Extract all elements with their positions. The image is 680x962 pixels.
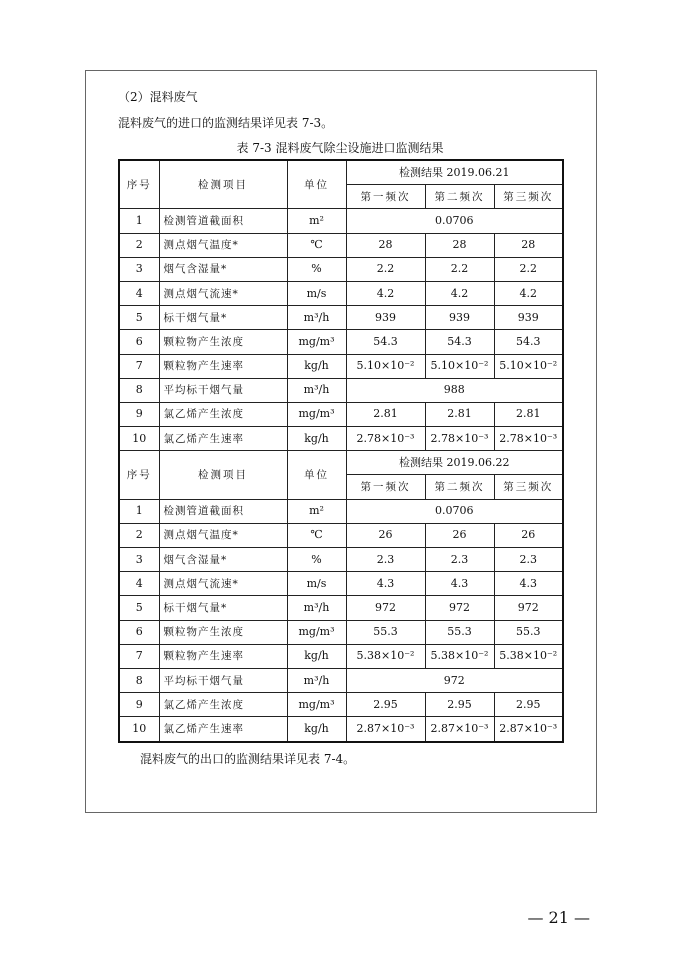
row-value-1: 2.81 xyxy=(346,402,425,426)
row-item: 氯乙烯产生速率 xyxy=(159,717,287,742)
row-value-2: 54.3 xyxy=(425,330,494,354)
row-unit: mg/m³ xyxy=(287,402,346,426)
row-value-1: 54.3 xyxy=(346,330,425,354)
header-freq-3: 第三频次 xyxy=(494,185,563,209)
row-item: 颗粒物产生速率 xyxy=(159,354,287,378)
row-value-1: 2.78×10⁻³ xyxy=(346,427,425,451)
row-value-2: 2.2 xyxy=(425,257,494,281)
row-value-2: 55.3 xyxy=(425,620,494,644)
row-number: 2 xyxy=(119,523,159,547)
row-value-2: 28 xyxy=(425,233,494,257)
row-item: 平均标干烟气量 xyxy=(159,378,287,402)
table-row xyxy=(119,717,563,742)
row-unit: mg/m³ xyxy=(287,330,346,354)
row-merged-value: 0.0706 xyxy=(346,499,563,523)
row-number: 4 xyxy=(119,281,159,305)
row-value-2: 2.81 xyxy=(425,402,494,426)
table-caption: 表 7-3 混料废气除尘设施进口监测结果 xyxy=(236,141,444,155)
table-row xyxy=(119,281,563,305)
row-number: 2 xyxy=(119,233,159,257)
section-heading: （2）混料废气 xyxy=(118,90,198,104)
table-row xyxy=(119,427,563,451)
table-row xyxy=(119,209,563,233)
row-value-3: 939 xyxy=(494,306,563,330)
table-row xyxy=(119,523,563,547)
row-value-1: 972 xyxy=(346,596,425,620)
row-item: 平均标干烟气量 xyxy=(159,668,287,692)
row-unit: m³/h xyxy=(287,306,346,330)
header-freq-3: 第三频次 xyxy=(494,475,563,499)
header-item: 检测项目 xyxy=(159,160,287,209)
row-number: 10 xyxy=(119,717,159,742)
outro-paragraph: 混料废气的出口的监测结果详见表 7-4。 xyxy=(140,752,356,766)
table-row xyxy=(119,306,563,330)
row-value-2: 2.87×10⁻³ xyxy=(425,717,494,742)
monitoring-results-table xyxy=(118,159,564,743)
row-value-1: 939 xyxy=(346,306,425,330)
row-item: 检测管道截面积 xyxy=(159,209,287,233)
row-value-2: 2.3 xyxy=(425,548,494,572)
header-seq: 序号 xyxy=(119,160,159,209)
table-header-row xyxy=(119,160,563,185)
table-row xyxy=(119,693,563,717)
row-unit: m³/h xyxy=(287,378,346,402)
table-row xyxy=(119,499,563,523)
row-number: 4 xyxy=(119,572,159,596)
row-number: 5 xyxy=(119,306,159,330)
row-number: 10 xyxy=(119,427,159,451)
header-freq-2: 第二频次 xyxy=(425,185,494,209)
row-number: 9 xyxy=(119,693,159,717)
row-number: 1 xyxy=(119,209,159,233)
row-unit: m³/h xyxy=(287,596,346,620)
row-value-2: 4.2 xyxy=(425,281,494,305)
table-row xyxy=(119,354,563,378)
header-item: 检测项目 xyxy=(159,451,287,499)
row-item: 颗粒物产生浓度 xyxy=(159,620,287,644)
row-value-3: 26 xyxy=(494,523,563,547)
row-value-1: 2.3 xyxy=(346,548,425,572)
table-row xyxy=(119,257,563,281)
header-unit: 单位 xyxy=(287,451,346,499)
row-value-2: 2.78×10⁻³ xyxy=(425,427,494,451)
row-value-1: 5.38×10⁻² xyxy=(346,644,425,668)
header-freq-2: 第二频次 xyxy=(425,475,494,499)
row-value-3: 5.38×10⁻² xyxy=(494,644,563,668)
row-value-3: 4.3 xyxy=(494,572,563,596)
row-value-1: 4.3 xyxy=(346,572,425,596)
header-result-date: 检测结果 2019.06.22 xyxy=(346,451,563,475)
header-unit: 单位 xyxy=(287,160,346,209)
row-value-2: 5.38×10⁻² xyxy=(425,644,494,668)
row-item: 测点烟气温度* xyxy=(159,523,287,547)
row-unit: m² xyxy=(287,209,346,233)
header-freq-1: 第一频次 xyxy=(346,475,425,499)
row-item: 检测管道截面积 xyxy=(159,499,287,523)
row-number: 3 xyxy=(119,548,159,572)
row-value-3: 2.78×10⁻³ xyxy=(494,427,563,451)
row-number: 1 xyxy=(119,499,159,523)
row-value-3: 4.2 xyxy=(494,281,563,305)
row-value-1: 28 xyxy=(346,233,425,257)
row-value-2: 4.3 xyxy=(425,572,494,596)
row-number: 8 xyxy=(119,668,159,692)
table-row xyxy=(119,378,563,402)
row-item: 测点烟气温度* xyxy=(159,233,287,257)
row-number: 8 xyxy=(119,378,159,402)
row-value-3: 54.3 xyxy=(494,330,563,354)
row-unit: kg/h xyxy=(287,644,346,668)
page-number: — 21 — xyxy=(527,908,590,927)
header-freq-1: 第一频次 xyxy=(346,185,425,209)
row-merged-value: 0.0706 xyxy=(346,209,563,233)
row-unit: ℃ xyxy=(287,233,346,257)
table-row xyxy=(119,668,563,692)
row-value-1: 26 xyxy=(346,523,425,547)
row-number: 6 xyxy=(119,330,159,354)
row-item: 测点烟气流速* xyxy=(159,572,287,596)
row-item: 标干烟气量* xyxy=(159,596,287,620)
row-unit: m/s xyxy=(287,572,346,596)
row-unit: m³/h xyxy=(287,668,346,692)
row-value-1: 55.3 xyxy=(346,620,425,644)
intro-paragraph: 混料废气的进口的监测结果详见表 7-3。 xyxy=(118,116,334,130)
table-row xyxy=(119,330,563,354)
row-value-2: 2.95 xyxy=(425,693,494,717)
row-item: 颗粒物产生浓度 xyxy=(159,330,287,354)
row-value-2: 939 xyxy=(425,306,494,330)
row-item: 烟气含湿量* xyxy=(159,548,287,572)
table-row xyxy=(119,620,563,644)
row-merged-value: 988 xyxy=(346,378,563,402)
row-unit: kg/h xyxy=(287,354,346,378)
row-item: 颗粒物产生速率 xyxy=(159,644,287,668)
row-item: 氯乙烯产生速率 xyxy=(159,427,287,451)
table-header-row xyxy=(119,451,563,475)
row-value-3: 28 xyxy=(494,233,563,257)
row-value-2: 26 xyxy=(425,523,494,547)
table-row xyxy=(119,233,563,257)
table-row xyxy=(119,572,563,596)
row-item: 烟气含湿量* xyxy=(159,257,287,281)
row-merged-value: 972 xyxy=(346,668,563,692)
table-row xyxy=(119,402,563,426)
row-value-3: 2.2 xyxy=(494,257,563,281)
table-row xyxy=(119,644,563,668)
row-number: 7 xyxy=(119,354,159,378)
row-value-3: 5.10×10⁻² xyxy=(494,354,563,378)
row-value-3: 972 xyxy=(494,596,563,620)
header-seq: 序号 xyxy=(119,451,159,499)
row-value-2: 972 xyxy=(425,596,494,620)
row-item: 标干烟气量* xyxy=(159,306,287,330)
row-unit: % xyxy=(287,548,346,572)
row-item: 氯乙烯产生浓度 xyxy=(159,693,287,717)
row-unit: mg/m³ xyxy=(287,620,346,644)
row-item: 测点烟气流速* xyxy=(159,281,287,305)
row-value-1: 2.2 xyxy=(346,257,425,281)
row-value-1: 5.10×10⁻² xyxy=(346,354,425,378)
row-unit: % xyxy=(287,257,346,281)
row-value-1: 4.2 xyxy=(346,281,425,305)
row-number: 3 xyxy=(119,257,159,281)
header-result-date: 检测结果 2019.06.21 xyxy=(346,160,563,185)
row-item: 氯乙烯产生浓度 xyxy=(159,402,287,426)
row-unit: m/s xyxy=(287,281,346,305)
row-value-3: 2.87×10⁻³ xyxy=(494,717,563,742)
row-unit: m² xyxy=(287,499,346,523)
row-value-3: 2.3 xyxy=(494,548,563,572)
row-value-1: 2.95 xyxy=(346,693,425,717)
row-unit: mg/m³ xyxy=(287,693,346,717)
table-row xyxy=(119,596,563,620)
row-number: 9 xyxy=(119,402,159,426)
row-unit: kg/h xyxy=(287,427,346,451)
row-value-3: 2.81 xyxy=(494,402,563,426)
row-unit: ℃ xyxy=(287,523,346,547)
row-number: 7 xyxy=(119,644,159,668)
row-value-1: 2.87×10⁻³ xyxy=(346,717,425,742)
row-number: 5 xyxy=(119,596,159,620)
row-value-3: 2.95 xyxy=(494,693,563,717)
row-value-3: 55.3 xyxy=(494,620,563,644)
row-value-2: 5.10×10⁻² xyxy=(425,354,494,378)
row-number: 6 xyxy=(119,620,159,644)
row-unit: kg/h xyxy=(287,717,346,742)
table-row xyxy=(119,548,563,572)
